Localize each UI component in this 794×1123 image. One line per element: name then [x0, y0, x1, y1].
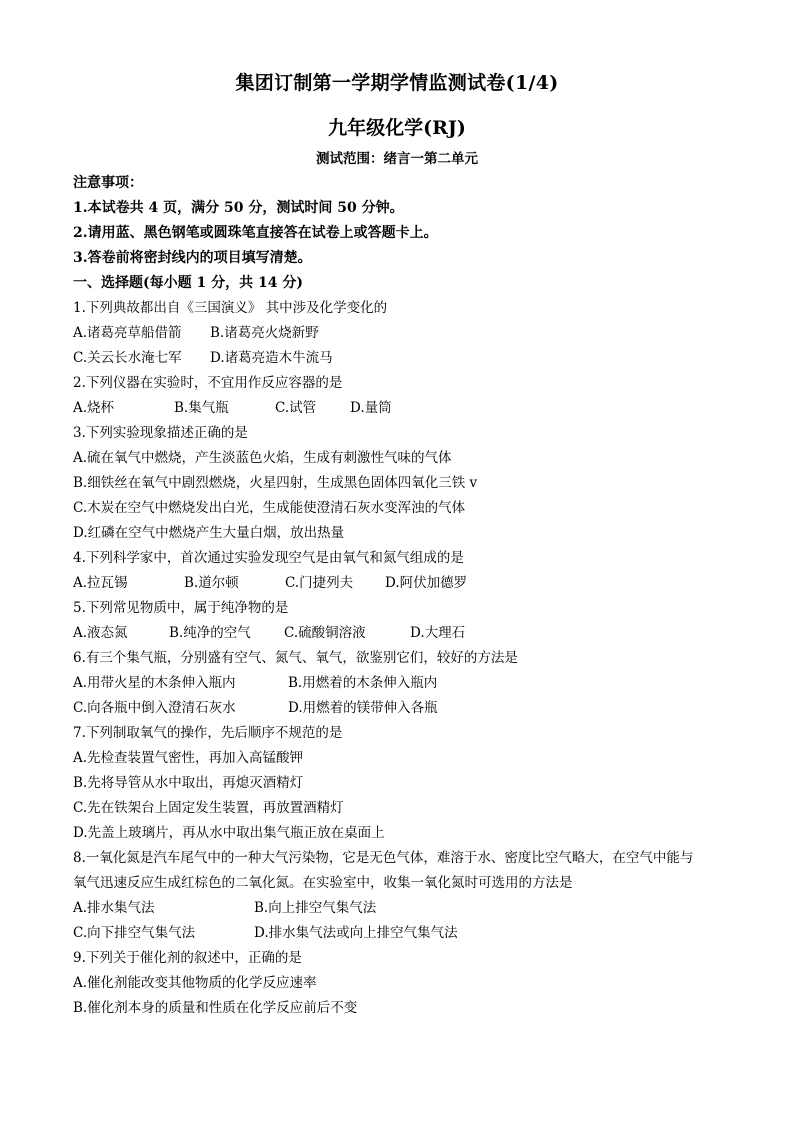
- question-stem: 9.下列关于催化剂的叙述中，正确的是: [73, 950, 302, 966]
- option-d: D.量筒: [350, 400, 392, 416]
- page-title: 集团订制第一学期学情监测试卷(1/4): [235, 72, 559, 94]
- option-a: A.催化剂能改变其他物质的化学反应速率: [73, 975, 317, 991]
- question-stem: 1.下列典故都出自《三国演义》 其中涉及化学变化的: [73, 300, 388, 316]
- option-d: D.用燃着的镁带伸入各瓶: [288, 700, 438, 716]
- option-a: A.拉瓦锡: [73, 575, 128, 591]
- option-b: B.纯净的空气: [169, 625, 251, 641]
- option-d: D.阿伏加德罗: [385, 575, 468, 591]
- question-stem: 6.有三个集气瓶，分别盛有空气、氮气、氧气，欲鉴别它们，较好的方法是: [73, 650, 518, 666]
- question-stem: 4.下列科学家中，首次通过实验发现空气是由氧气和氮气组成的是: [73, 550, 464, 566]
- question-stem: 3.下列实验现象描述正确的是: [73, 425, 248, 441]
- option-c: C.门捷列夫: [285, 575, 354, 591]
- option-b: B.细铁丝在氧气中剧烈燃烧，火星四射，生成黑色固体四氧化三铁 v: [73, 475, 478, 491]
- question-stem: 5.下列常见物质中，属于纯净物的是: [73, 600, 289, 616]
- option-c: C.试管: [275, 400, 317, 416]
- option-b: B.诸葛亮火烧新野: [210, 325, 319, 341]
- option-a: A.排水集气法: [73, 900, 155, 916]
- note-item: 2.请用蓝、黑色钢笔或圆珠笔直接答在试卷上或答题卡上。: [73, 225, 438, 241]
- option-b: B.向上排空气集气法: [254, 900, 377, 916]
- option-b: B.用燃着的木条伸入瓶内: [288, 675, 438, 691]
- option-row: [73, 621, 733, 646]
- option-row: [73, 321, 733, 346]
- note-item: 1.本试卷共 4 页，满分 50 分，测试时间 50 分钟。: [73, 200, 404, 216]
- option-b: B.先将导管从水中取出，再熄灭酒精灯: [73, 775, 304, 791]
- question-stem: 7.下列制取氧气的操作，先后顺序不规范的是: [73, 725, 343, 741]
- option-c: C.向下排空气集气法: [73, 925, 196, 941]
- page-subtitle: 九年级化学(RJ): [328, 117, 466, 139]
- option-a: A.诸葛亮草船借箭: [73, 325, 182, 341]
- option-a: A.先检查装置气密性，再加入高锰酸钾: [73, 750, 304, 766]
- option-d: D.红磷在空气中燃烧产生大量白烟，放出热量: [73, 525, 345, 541]
- option-row: [73, 346, 733, 371]
- section-heading: 一、选择题(每小题 1 分，共 14 分): [73, 275, 303, 291]
- option-a: A.烧杯: [73, 400, 115, 416]
- option-row: [73, 671, 733, 696]
- option-d: D.大理石: [410, 625, 466, 641]
- question-stem: 8.一氧化氮是汽车尾气中的一种大气污染物，它是无色气体，难溶于水、密度比空气略大，在空气中能与: [73, 850, 694, 866]
- test-scope: 测试范围：绪言一第二单元: [316, 151, 478, 167]
- notes-heading: 注意事项：: [73, 175, 143, 191]
- option-row: [73, 896, 733, 921]
- exam-content: [73, 171, 733, 1021]
- option-row: [73, 696, 733, 721]
- option-row: [73, 396, 733, 421]
- option-b: B.集气瓶: [174, 400, 229, 416]
- option-b: B.催化剂本身的质量和性质在化学反应前后不变: [73, 1000, 358, 1016]
- note-item: 3.答卷前将密封线内的项目填写清楚。: [73, 250, 312, 266]
- option-c: C.关云长水淹七军: [73, 350, 182, 366]
- option-b: B.道尔顿: [184, 575, 239, 591]
- question-stem: 2.下列仪器在实验时，不宜用作反应容器的是: [73, 375, 343, 391]
- option-c: C.木炭在空气中燃烧发出白光，生成能使澄清石灰水变浑浊的气体: [73, 500, 466, 516]
- question-stem-continued: 氧气迅速反应生成红棕色的二氧化氮。在实验室中，收集一氧化氮时可选用的方法是: [73, 875, 573, 891]
- option-a: A.液态氮: [73, 625, 128, 641]
- option-d: D.诸葛亮造木牛流马: [210, 350, 333, 366]
- option-c: C.向各瓶中倒入澄清石灰水: [73, 700, 236, 716]
- option-row: [73, 571, 733, 596]
- option-row: [73, 921, 733, 946]
- option-a: A.硫在氧气中燃烧，产生淡蓝色火焰，生成有刺激性气味的气体: [73, 450, 452, 466]
- option-c: C.先在铁架台上固定发生装置，再放置酒精灯: [73, 800, 344, 816]
- option-a: A.用带火星的木条伸入瓶内: [73, 675, 236, 691]
- option-d: D.先盖上玻璃片，再从水中取出集气瓶正放在桌面上: [73, 825, 385, 841]
- option-d: D.排水集气法或向上排空气集气法: [254, 925, 458, 941]
- option-c: C.硫酸铜溶液: [284, 625, 366, 641]
